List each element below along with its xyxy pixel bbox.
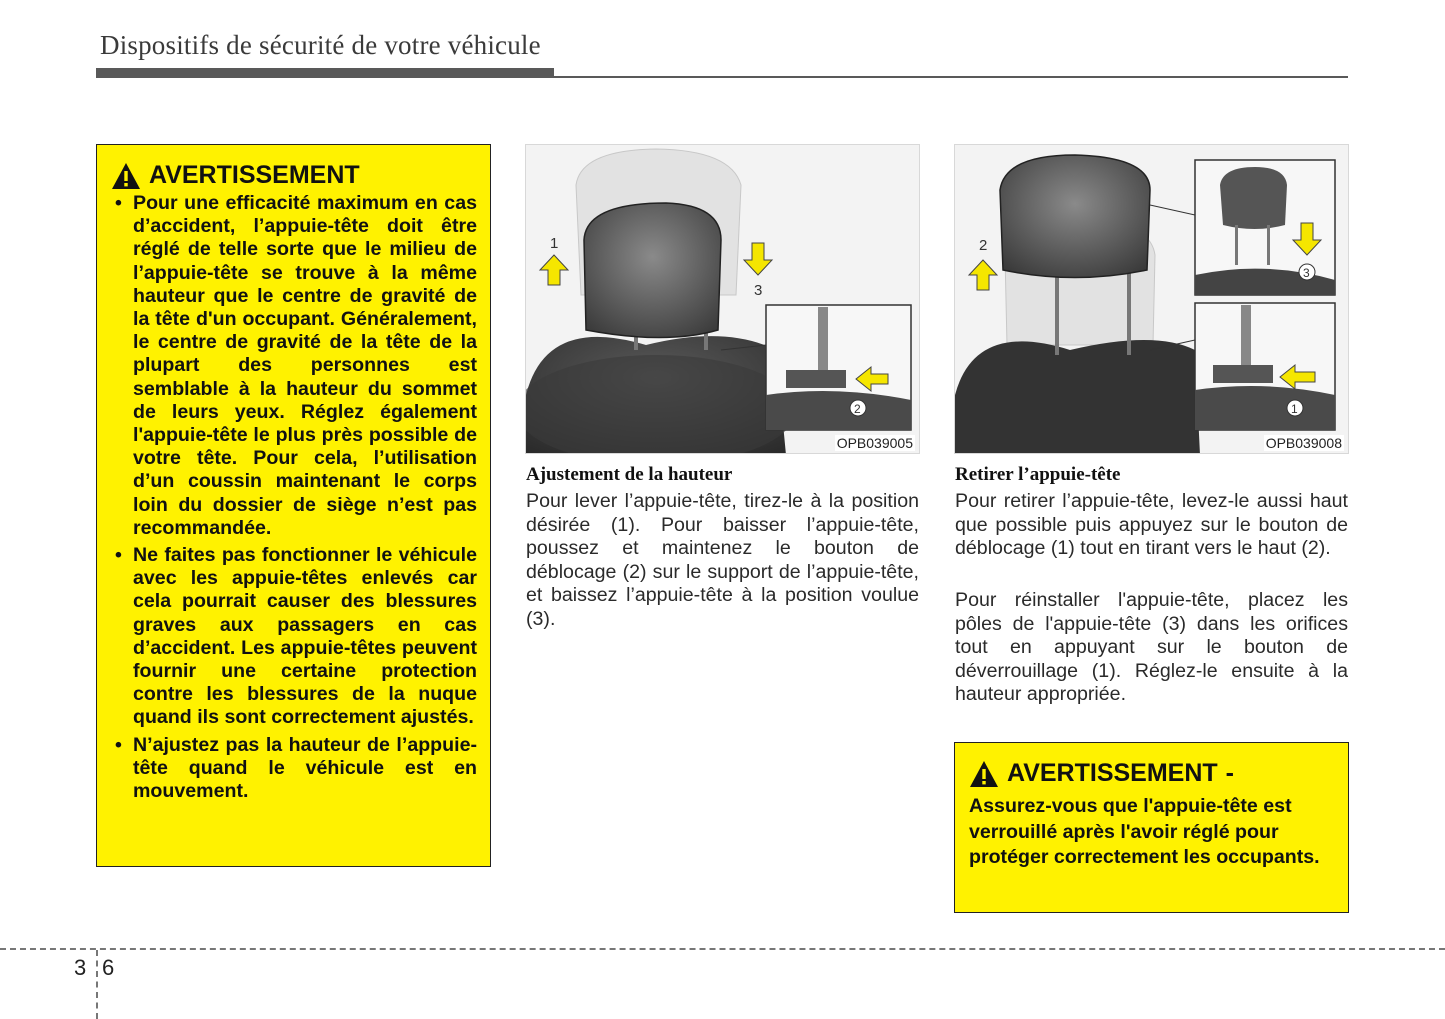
warning-item: • N’ajustez pas la hauteur de l’appuie-tête quand le véhicule est en mouvement. [111,734,477,804]
figure-label: 2 [854,402,861,416]
section-caption-adjust: Ajustement de la hauteur [526,464,733,485]
warning-title-suffix: - [1225,759,1234,787]
figure-headrest-adjustment [525,144,920,454]
warning-title-text: AVERTISSEMENT [149,161,360,189]
chapter-number: 3 [74,955,87,980]
section-text-remove-2: Pour réinstaller l'appuie-tête, placez les pôles de l'appuie-tête (3) dans les orifices tout en appuyant sur le bouton de déverrouillage (1). Réglez-le ensuite à la hauteur appropriée. [955,589,1348,706]
warning-item: • Pour une efficacité maximum en cas d’accident, l’appuie-tête doit être réglé de telle sorte que le milieu de l’appuie-tête se trouve à la même hauteur que le centre de gravité de la tête d'un occupant. Généralement, le centre de gravité de la tête de la plupart des personnes est semblable à la hauteur du sommet de leurs yeux. Réglez également l'appuie-tête le plus près possible de votre tête. Pour cela, l’utilisation d’un coussin maintenant le corps loin du dossier de siège n’est pas recommandée. [111,192,477,540]
figure-code: OPB039005 [836,435,913,451]
warning-box-left [96,144,491,867]
figure-label: 3 [754,282,763,299]
warning-item: • Ne faites pas fonctionner le véhicule avec les appuie-têtes enlevés car cela pourrait causer des blessures graves aux passagers en cas d’accident. Les appuie-têtes peuvent fournir une certaine protection contre les blessures de la nuque quand ils sont correctement ajustés. [111,544,477,730]
warning-triangle-icon [969,760,999,788]
section-text-adjust: Pour lever l’appuie-tête, tirez-le à la position désirée (1). Pour baisser l’appuie-tête, poussez et maintenez le bouton de déblocage (2) sur le support de l’appuie-tête, et baissez l’appuie-tête à la position voulue (3). [526,490,919,630]
section-caption-remove: Retirer l’appuie-tête [955,464,1121,485]
figure-label: 3 [1303,266,1310,280]
headrest-removal-illustration [955,145,1349,454]
warning-title [969,759,1334,788]
figure-code: OPB039008 [1265,435,1342,451]
page-header-title: Dispositifs de sécurité de votre véhicule [100,30,541,60]
headrest-adjustment-illustration [526,145,920,454]
figure-headrest-removal [954,144,1349,454]
header-bar [96,68,554,78]
footer-divider [0,948,1445,950]
warning-text: Assurez-vous que l'appuie-tête est verrouillé après l'avoir réglé pour protéger correctement les occupants. [969,795,1320,868]
warning-title-text: AVERTISSEMENT [1007,759,1218,787]
page-number: 6 [102,955,115,980]
warning-title [111,161,477,190]
warning-triangle-icon [111,162,141,190]
figure-label: 1 [1291,402,1298,416]
header-rule [554,76,1348,78]
section-text-remove-1: Pour retirer l’appuie-tête, levez-le aussi haut que possible puis appuyez sur le bouton de déblocage (1) tout en tirant vers le haut (2). [955,490,1348,560]
warning-list [111,192,477,803]
warning-box-right [954,742,1349,913]
footer-vertical-divider [96,950,98,1019]
figure-label: 2 [979,237,988,254]
figure-label: 1 [550,235,559,252]
